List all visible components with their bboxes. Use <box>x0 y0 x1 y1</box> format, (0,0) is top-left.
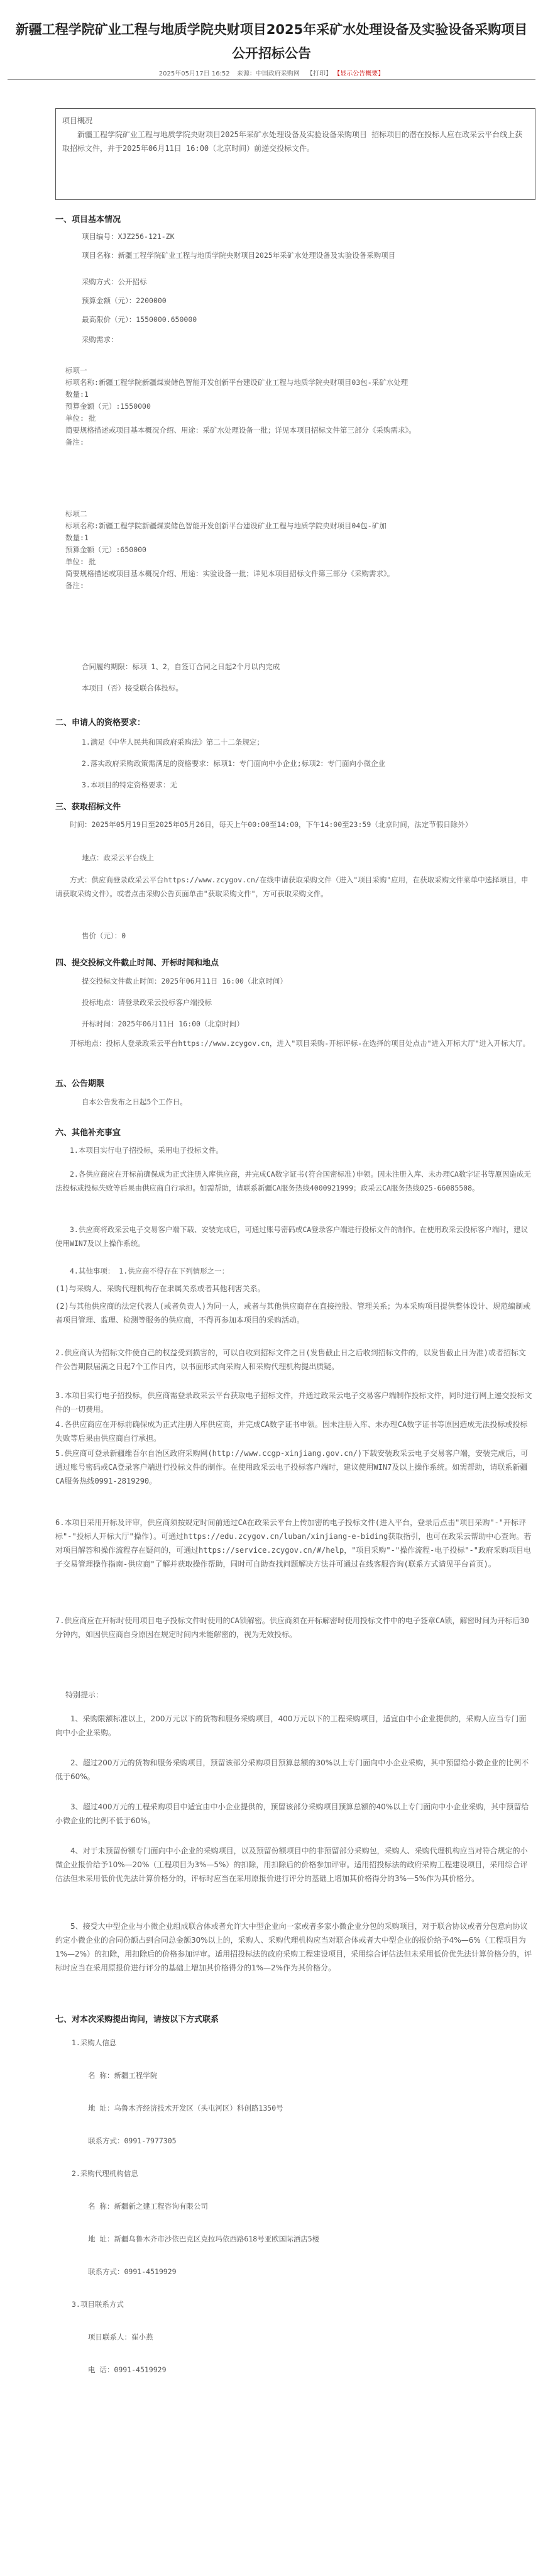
doc-place: 地点：政采云平台线上 <box>82 853 154 862</box>
project-number: 项目编号：XJZ256-121-ZK <box>82 232 175 241</box>
overview-heading: 项目概况 <box>62 116 93 125</box>
agency-address: 地 址：新疆乌鲁木齐市沙依巴克区克拉玛依西路618号亚欧国际酒店5楼 <box>88 2235 320 2243</box>
project-name: 项目名称：新疆工程学院矿业工程与地质学院央财项目2025年采矿水处理设备及实验设备采购项目 <box>82 251 396 260</box>
supplement-2: 2.各供应商应在开标前确保成为正式注册入库供应商，并完成CA数字证书(符合国密标准)申领。因未注册入库、未办理CA数字证书等原因造成无法投标或投标失败等后果由供应商自行承担。如需帮助，请联系新疆CA服务热线4000921999；政采云CA服务热线025-66085508。 <box>55 1170 531 1192</box>
section-heading-5: 五、公告期限 <box>55 1079 105 1089</box>
overview-text: 新疆工程学院矿业工程与地质学院央财项目2025年采矿水处理设备及实验设备采购项目 招标项目的潜在投标人应在政采云平台线上获取招标文件，并于2025年06月11日 16:00（北京时间）前递交投标文件。 <box>62 130 523 153</box>
section-heading-7: 七、对本次采购提出询问，请按以下方式联系 <box>55 2015 219 2024</box>
package-1-label: 标项一 <box>65 366 87 375</box>
section-heading-4: 四、提交投标文件截止时间、开标时间和地点 <box>55 958 219 968</box>
agency-info-label: 2.采购代理机构信息 <box>72 2169 138 2178</box>
package-2-unit: 单位: 批 <box>65 557 96 566</box>
budget-amount: 预算金额（元）：2200000 <box>82 296 167 305</box>
opening-time: 开标时间：2025年06月11日 16:00（北京时间） <box>82 1019 244 1028</box>
package-2-description: 简要规格描述或项目基本概况介绍、用途：实验设备一批；详见本项目招标文件第三部分《采购需求》。 <box>65 569 395 578</box>
special-2: 2、超过200万元的货物和服务采购项目，预留该部分采购项目预算总额的30%以上专门面向中小企业采购，其中预留给小微企业的比例不低于60%。 <box>55 1758 529 1781</box>
section-heading-3: 三、获取招标文件 <box>55 802 121 812</box>
purchaser-address: 地 址：乌鲁木齐经济技术开发区（头屯河区）科创路1350号 <box>88 2104 283 2112</box>
supplement-7: 4.各供应商应在开标前确保成为正式注册入库供应商，并完成CA数字证书申领。因未注册入库、未办理CA数字证书等原因造成无法投标或投标失败等后果由供应商自行承担。 <box>55 1420 528 1443</box>
qualification-1: 1.满足《中华人民共和国政府采购法》第二十二条规定； <box>82 738 264 747</box>
doc-method: 方式：供应商登录政采云平台https://www.zcygov.cn/在线申请获取采购文件（进入"项目采购"应用，在获取采购文件菜单中选择项目，申请获取采购文件）。或者点击采购公告页面单击"获取采购文件"，方可获取采购文件。 <box>55 875 529 898</box>
source: 来源：中国政府采购网 <box>236 70 300 77</box>
submission-place: 投标地点：请登录政采云投标客户端投标 <box>82 998 212 1007</box>
package-2-label: 标项二 <box>65 509 87 518</box>
special-1: 1、采购限额标准以上，200万元以下的货物和服务采购项目，400万元以下的工程采购项目，适宜由中小企业提供的，采购人应当专门面向中小企业采购。 <box>55 1714 527 1737</box>
show-summary-link[interactable]: 【显示公告概要】 <box>334 70 385 77</box>
print-link[interactable]: 【打印】 <box>307 70 332 77</box>
special-3: 3、超过400万元的工程采购项目中适宜由中小企业提供的，预留该部分采购项目预算总额的40%以上专门面向中小企业采购，其中预留给小微企业的比例不低于60%。 <box>55 1802 529 1825</box>
section-heading-6: 六、其他补充事宜 <box>55 1128 121 1138</box>
package-2-budget: 预算金额（元）:650000 <box>65 545 146 554</box>
package-1-quantity: 数量:1 <box>65 390 89 399</box>
package-2 <box>65 508 530 592</box>
package-2-quantity: 数量:1 <box>65 533 89 542</box>
package-1-description: 简要规格描述或项目基本概况介绍、用途：采矿水处理设备一批；详见本项目招标文件第三部分《采购需求》。 <box>65 426 416 435</box>
doc-price: 售价（元）：0 <box>82 931 126 940</box>
procurement-method: 采购方式：公开招标 <box>82 277 147 286</box>
supplement-6: 3.本项目实行电子招投标，供应商需登录政采云平台获取电子招标文件，并通过政采云电子交易客户端制作投标文件，同时进行网上递交投标文件的一切费用。 <box>55 1391 532 1414</box>
section-heading-2: 二、申请人的资格要求： <box>55 718 146 728</box>
package-1 <box>65 365 530 448</box>
project-contact-label: 3.项目联系方式 <box>72 2300 124 2309</box>
supplement-1: 1.本项目实行电子招投标，采用电子投标文件。 <box>70 1146 223 1155</box>
special-heading: 特别提示： <box>65 1690 104 1699</box>
package-2-remark: 备注: <box>65 581 84 590</box>
supplement-5: 2.供应商认为招标文件使自己的权益受到损害的，可以自收到招标文件之日(发售截止日之后收到招标文件的，以发售截止日为准)或者招标文件公告期限届满之日起7个工作日内，以书面形式向采购人和采购代理机构提出质疑。 <box>55 1348 526 1371</box>
package-1-unit: 单位: 批 <box>65 414 96 423</box>
max-price: 最高限价（元）：1550000.650000 <box>82 315 197 324</box>
purchaser-contact: 联系方式：0991-7977305 <box>88 2136 177 2145</box>
publish-date: 2025年05月17日 16:52 <box>158 70 230 77</box>
page-title: 新疆工程学院矿业工程与地质学院央财项目2025年采矿水处理设备及实验设备采购项目公开招标公告 <box>15 22 528 61</box>
divider <box>8 79 535 80</box>
procurement-needs-label: 采购需求： <box>82 335 118 344</box>
supplement-4: 4.其他事项： 1.供应商不得存在下列情形之一： <box>70 1267 229 1275</box>
agency-name: 名 称：新疆新之建工程咨询有限公司 <box>88 2202 208 2211</box>
purchaser-info-label: 1.采购人信息 <box>72 2038 117 2047</box>
overview-box <box>55 108 535 200</box>
doc-time: 时间：2025年05月19日至2025年05月26日，每天上午00:00至14:00，下午14:00至23:59（北京时间，法定节假日除外） <box>70 820 473 829</box>
special-4: 4、对于未预留份额专门面向中小企业的采购项目，以及预留份额项目中的非预留部分采购包，采购人、采购代理机构应当对符合规定的小微企业报价给予10%—20%（工程项目为3%—5%）的扣除，用扣除后的价格参加评审。适用招投标法的政府采购工程建设项目，采用综合评估法但未采用低价优先法计算价格分的，评标时应当在采用原报价进行评分的基础上增加其价格得分的3%—5%作为其价格分。 <box>55 1846 528 1883</box>
qualification-2: 2.落实政府采购政策需满足的资格要求：标项1：专门面向中小企业;标项2：专门面向小微企业 <box>82 759 386 768</box>
notice-period: 自本公告发布之日起5个工作日。 <box>82 1097 187 1106</box>
supplement-8: 5.供应商可登录新疆维吾尔自治区政府采购网(http://www.ccgp-xinjiang.gov.cn/)下载安装政采云电子交易客户端，安装完成后，可通过账号密码或CA登录客户端进行投标文件的制作。在使用政采云电子投标客户端时，建议使用WIN7及以上操作系统。如需帮助，请联系新疆CA服务热线0991-2819290。 <box>55 1449 529 1485</box>
package-1-remark: 备注: <box>65 438 84 447</box>
project-contact-person: 项目联系人：崔小燕 <box>88 2333 153 2341</box>
package-2-name: 标项名称:新疆工程学院新疆煤炭储色智能开发创新平台建设矿业工程与地质学院央财项目04包-矿加 <box>65 521 387 530</box>
supplement-4-2: (2)与其他供应商的法定代表人(或者负责人)为同一人，或者与其他供应商存在直接控股、管理关系；为本采购项目提供整体设计、规范编制或者项目管理、监理、检测等服务的供应商，不得再参加本项目的采购活动。 <box>55 1302 531 1324</box>
article-meta <box>0 68 543 77</box>
supplement-9: 6.本项目采用开标及评审，供应商须按规定时间前通过CA在政采云平台上传加密的电子投标文件(进入平台，登录后点击"项目采购"-"开标评标"-"投标人开标大厅"操作)。可通过https://edu.zcygov.cn/luban/xinjiang-e-biding获取指引，也可在政采云帮助中心查询。若对项目解答和操作流程存在疑问的，可通过https://service.zcygov.cn/#/help，"项目采购"-"操作流程-电子投标"-"政府采购项目电子交易管理操作指南-供应商"了解并获取操作帮助，同时可自助查找问题解决方法并可通过在线客服咨询(联系方式请见平台首页)。 <box>55 1518 532 1568</box>
submission-deadline: 提交投标文件截止时间：2025年06月11日 16:00（北京时间） <box>82 977 287 985</box>
opening-place: 开标地点：投标人登录政采云平台https://www.zcygov.cn，进入"项目采购-开标评标-在选择的项目处点击"进入开标大厅"进入开标大厅。 <box>70 1039 530 1048</box>
consortium-note: 本项目（否）接受联合体投标。 <box>82 684 183 692</box>
supplement-3: 3.供应商将政采云电子交易客户端下载、安装完成后，可通过账号密码或CA登录客户端进行投标文件的制作。在使用政采云投标客户端时，建议使用WIN7及以上操作系统。 <box>55 1225 529 1248</box>
special-5: 5、接受大中型企业与小微企业组成联合体或者允许大中型企业向一家或者多家小微企业分包的采购项目，对于联合协议或者分包意向协议约定小微企业的合同份额占到合同总金额30%以上的，采购人、采购代理机构应当对联合体或者大中型企业的报价给予4%—6%（工程项目为1%—2%）的扣除，用扣除后的价格参加评审。适用招投标法的政府采购工程建设项目，采用综合评估法但未采用低价优先法计算价格分的，评标时应当在采用原报价进行评分的基础上增加其价格得分的1%—2%作为其价格分。 <box>55 1922 532 1972</box>
qualification-3: 3.本项目的特定资格要求：无 <box>82 780 177 789</box>
package-1-budget: 预算金额（元）:1550000 <box>65 402 151 411</box>
supplement-10: 7.供应商应在开标时使用项目电子投标文件时使用的CA锁解密。供应商须在开标解密时使用投标文件中的电子签章CA锁，解密时间为开标后30分钟内，如因供应商自身原因在规定时间内未能解密的，视为无效投标。 <box>55 1616 529 1639</box>
project-contact-phone: 电 话：0991-4519929 <box>88 2365 167 2374</box>
section-heading-1: 一、项目基本情况 <box>55 215 121 225</box>
purchaser-name: 名 称：新疆工程学院 <box>88 2071 158 2080</box>
supplement-4-1: (1)与采购人、采购代理机构存在隶属关系或者其他利害关系。 <box>55 1284 265 1293</box>
agency-contact: 联系方式：0991-4519929 <box>88 2267 177 2276</box>
contract-period: 合同履约期限：标项 1、2，自签订合同之日起2个月以内完成 <box>82 662 280 671</box>
package-1-name: 标项名称:新疆工程学院新疆煤炭储色智能开发创新平台建设矿业工程与地质学院央财项目03包-采矿水处理 <box>65 378 409 387</box>
